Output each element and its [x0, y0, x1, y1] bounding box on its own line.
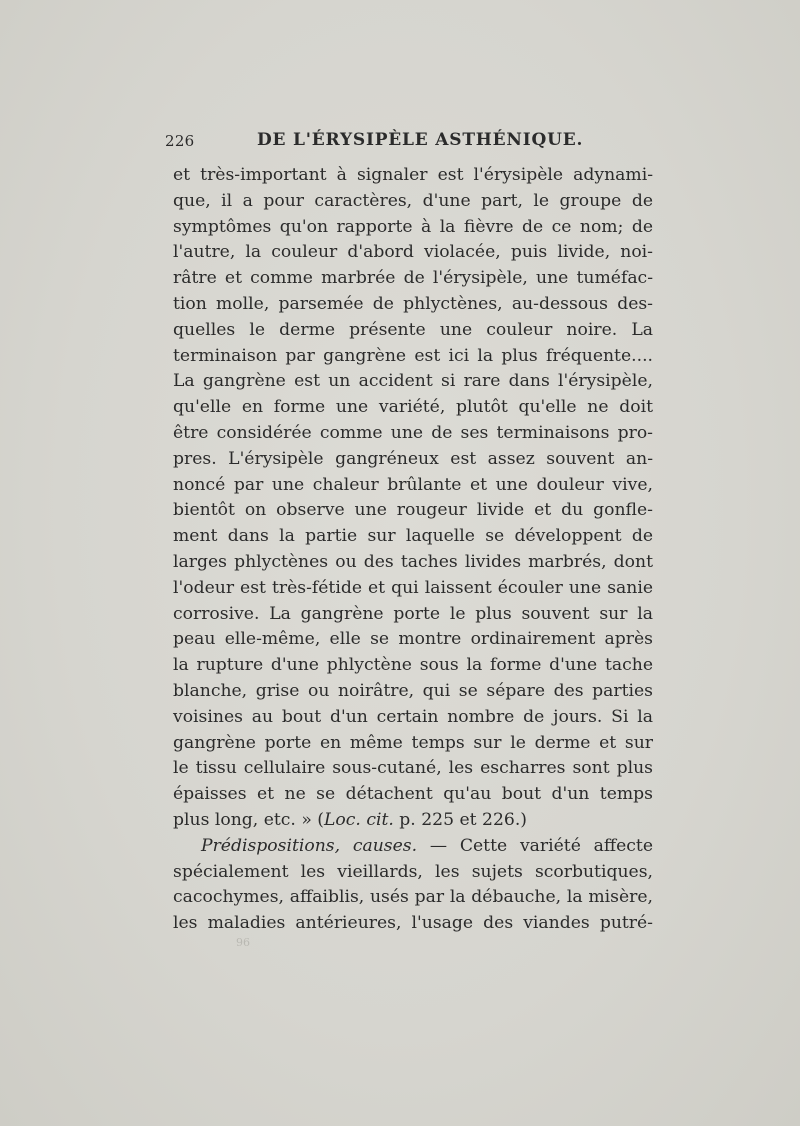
text-line: râtre et comme marbrée de l'érysipèle, une tuméfac-	[173, 268, 653, 289]
text-line: terminaison par gangrène est ici la plus fréquente....	[173, 345, 653, 366]
page-number: 226	[165, 132, 195, 150]
text-line: cacochymes, affaiblis, usés par la débauche, la misère,	[173, 887, 653, 908]
text-line: larges phlyctènes ou des taches livides marbrés, dont	[173, 551, 653, 572]
citation-pages: p. 225 et 226.)	[393, 809, 528, 830]
text-line: corrosive. La gangrène porte le plus souvent sur la	[173, 603, 653, 624]
text-line: ment dans la partie sur laquelle se développent de	[173, 526, 653, 547]
text-line: tion molle, parsemée de phlyctènes, au-dessous des-	[173, 293, 653, 314]
text-line: peau elle-même, elle se montre ordinairement après	[173, 629, 653, 650]
bleed-through-mark: 96	[236, 936, 250, 949]
body-text	[173, 163, 653, 937]
text-line: l'autre, la couleur d'abord violacée, puis livide, noi-	[173, 242, 653, 263]
text-line: et très-important à signaler est l'érysipèle adynami-	[173, 165, 653, 185]
text-line: spécialement les vieillards, les sujets scorbutiques,	[173, 861, 653, 882]
text-line: symptômes qu'on rapporte à la fièvre de ce nom; de	[173, 216, 653, 237]
text-line: être considérée comme une de ses terminaisons pro-	[173, 422, 653, 443]
text-line: pres. L'érysipèle gangréneux est assez souvent an-	[173, 448, 653, 469]
text-line: épaisses et ne se détachent qu'au bout d'un temps	[173, 784, 653, 805]
text-line: la rupture d'une phlyctène sous la forme d'une tache	[173, 655, 653, 676]
text-line-citation	[173, 808, 653, 834]
text-line: l'odeur est très-fétide et qui laissent écouler une sanie	[173, 577, 653, 598]
section-subheading: Prédispositions, causes.	[201, 835, 418, 856]
text-line: les maladies antérieures, l'usage des viandes putré-	[173, 913, 653, 934]
text-line-subheading	[173, 834, 653, 860]
text-line: La gangrène est un accident si rare dans l'érysipèle,	[173, 371, 653, 392]
text-line: le tissu cellulaire sous-cutané, les escharres sont plus	[173, 758, 653, 779]
subheading-continuation: — Cette variété affecte	[417, 835, 653, 856]
text-line: blanche, grise ou noirâtre, qui se sépare des parties	[173, 680, 653, 701]
text-line: noncé par une chaleur brûlante et une douleur vive,	[173, 474, 653, 495]
text-line: qu'elle en forme une variété, plutôt qu'elle ne doit	[173, 397, 653, 418]
text-line: gangrène porte en même temps sur le derme et sur	[173, 732, 653, 753]
text-line: bientôt on observe une rougeur livide et du gonfle-	[173, 500, 653, 521]
citation-lead: plus long, etc. » (	[173, 809, 325, 830]
text-line: que, il a pour caractères, d'une part, le groupe de	[173, 190, 653, 211]
page-header	[165, 130, 665, 156]
citation-reference: Loc. cit.	[324, 809, 394, 830]
text-line: voisines au bout d'un certain nombre de jours. Si la	[173, 706, 653, 727]
text-line: quelles le derme présente une couleur noire. La	[173, 319, 653, 340]
running-title: DE L'ÉRYSIPÈLE ASTHÉNIQUE.	[257, 130, 584, 150]
